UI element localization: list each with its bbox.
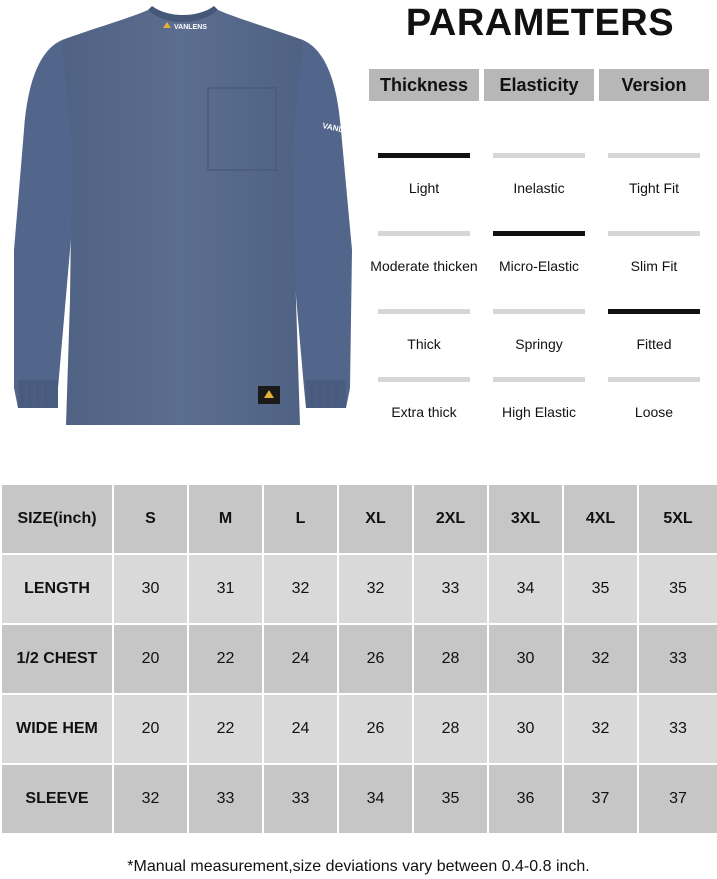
table-cell: 20	[113, 624, 188, 694]
parameter-column-version	[599, 69, 709, 420]
size-header-label: SIZE(inch)	[1, 484, 113, 554]
table-cell: 34	[488, 554, 563, 624]
option-indicator-bar	[608, 153, 700, 158]
parameter-option	[484, 377, 594, 420]
table-cell: 31	[188, 554, 263, 624]
table-cell: 22	[188, 694, 263, 764]
option-indicator-bar	[493, 309, 585, 314]
table-cell: 33	[638, 624, 717, 694]
parameter-option	[599, 231, 709, 274]
option-indicator-bar	[378, 309, 470, 314]
product-image	[0, 0, 365, 440]
option-indicator-bar	[608, 377, 700, 382]
parameter-option	[369, 231, 479, 274]
parameter-column-elasticity	[484, 69, 594, 420]
parameter-option-label: Slim Fit	[630, 258, 678, 274]
parameter-option-label: Loose	[634, 404, 674, 420]
selected-indicator-bar	[493, 231, 585, 236]
table-cell: 36	[488, 764, 563, 834]
table-cell: 24	[263, 624, 338, 694]
table-cell: 35	[413, 764, 488, 834]
measurement-label: WIDE HEM	[1, 694, 113, 764]
parameter-option	[369, 309, 479, 352]
table-cell: 37	[638, 764, 717, 834]
option-indicator-bar	[493, 153, 585, 158]
table-row	[1, 764, 717, 834]
size-column-header: 3XL	[488, 484, 563, 554]
table-row	[1, 624, 717, 694]
parameter-header: Version	[599, 69, 709, 101]
parameter-option-label: Tight Fit	[628, 180, 680, 196]
table-cell: 20	[113, 694, 188, 764]
parameter-option-label: High Elastic	[502, 404, 576, 420]
selected-indicator-bar	[378, 153, 470, 158]
table-cell: 24	[263, 694, 338, 764]
parameter-option	[484, 309, 594, 352]
measurement-label: SLEEVE	[1, 764, 113, 834]
parameter-column-thickness	[369, 69, 479, 420]
size-column-header: 4XL	[563, 484, 638, 554]
table-row	[1, 694, 717, 764]
parameter-option	[369, 377, 479, 420]
option-indicator-bar	[608, 231, 700, 236]
table-cell: 33	[263, 764, 338, 834]
size-column-header: 5XL	[638, 484, 717, 554]
parameter-option	[369, 153, 479, 196]
table-cell: 22	[188, 624, 263, 694]
table-cell: 37	[563, 764, 638, 834]
table-cell: 28	[413, 694, 488, 764]
measurement-label: 1/2 CHEST	[1, 624, 113, 694]
parameter-option-label: Fitted	[636, 336, 672, 352]
table-cell: 26	[338, 624, 413, 694]
parameter-header: Thickness	[369, 69, 479, 101]
option-indicator-bar	[493, 377, 585, 382]
parameter-option	[484, 231, 594, 274]
table-cell: 34	[338, 764, 413, 834]
selected-indicator-bar	[608, 309, 700, 314]
table-cell: 32	[263, 554, 338, 624]
size-column-header: L	[263, 484, 338, 554]
table-cell: 33	[638, 694, 717, 764]
parameter-option	[484, 153, 594, 196]
option-indicator-bar	[378, 377, 470, 382]
measurement-label: LENGTH	[1, 554, 113, 624]
parameter-option-label: Light	[408, 180, 440, 196]
parameter-option-label: Micro-Elastic	[498, 258, 580, 274]
collar-logo-text: VANLENS	[174, 24, 207, 31]
parameter-option-label: Inelastic	[513, 180, 565, 196]
table-cell: 30	[113, 554, 188, 624]
table-cell: 26	[338, 694, 413, 764]
parameter-option-label: Moderate thicken	[370, 258, 478, 274]
option-indicator-bar	[378, 231, 470, 236]
sleeve-logo-text: VANLENS	[321, 121, 361, 138]
parameter-option	[599, 153, 709, 196]
table-cell: 32	[563, 624, 638, 694]
parameter-option	[599, 309, 709, 352]
size-column-header: S	[113, 484, 188, 554]
table-cell: 28	[413, 624, 488, 694]
size-column-header: XL	[338, 484, 413, 554]
size-column-header: M	[188, 484, 263, 554]
table-cell: 30	[488, 624, 563, 694]
table-cell: 32	[563, 694, 638, 764]
table-cell: 30	[488, 694, 563, 764]
parameter-header: Elasticity	[484, 69, 594, 101]
table-cell: 35	[638, 554, 717, 624]
table-cell: 33	[188, 764, 263, 834]
parameter-option	[599, 377, 709, 420]
parameter-option-label: Thick	[407, 336, 441, 352]
size-chart-table	[0, 483, 717, 835]
parameter-option-label: Springy	[515, 336, 563, 352]
table-row	[1, 554, 717, 624]
table-header-row	[1, 484, 717, 554]
table-cell: 33	[413, 554, 488, 624]
size-column-header: 2XL	[413, 484, 488, 554]
table-cell: 32	[113, 764, 188, 834]
parameter-option-label: Extra thick	[391, 404, 457, 420]
table-cell: 35	[563, 554, 638, 624]
parameters-title: PARAMETERS	[405, 2, 675, 44]
table-cell: 32	[338, 554, 413, 624]
measurement-footnote: *Manual measurement,size deviations vary between 0.4-0.8 inch.	[127, 858, 590, 875]
